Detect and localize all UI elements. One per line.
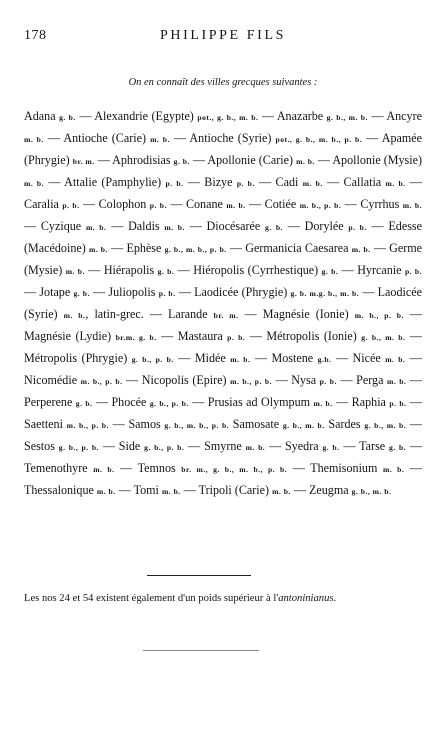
city-text: — Ancyre: [367, 109, 422, 123]
city-text: — Midée: [173, 351, 231, 365]
denomination-abbr: m. b., p. b.: [354, 311, 404, 320]
city-text: Germanicia Caesarea: [245, 241, 352, 255]
denomination-abbr: m. b.: [296, 157, 315, 166]
city-text: —: [406, 395, 422, 409]
city-text: — Hiérapolis: [84, 263, 158, 277]
denomination-abbr: g. b.: [321, 267, 339, 276]
city-text: — Apamée (Phrygie): [24, 131, 423, 167]
city-text: — Ephèse: [107, 241, 165, 255]
denomination-abbr: m. b., p. b.: [230, 377, 272, 386]
page-header: [24, 28, 422, 48]
city-text: — Zeugma: [290, 483, 352, 497]
denomination-abbr: p. b.: [165, 179, 184, 188]
city-text: — Mastaura: [156, 329, 228, 343]
city-text: — Germe (Mysie): [24, 241, 423, 277]
denomination-abbr: m. b.: [230, 355, 251, 364]
denomination-abbr: g. b.: [75, 399, 93, 408]
city-text: Smyrne: [204, 439, 246, 453]
denomination-abbr: g. b. m.: [290, 289, 319, 298]
denomination-abbr: m. b.: [161, 487, 181, 496]
denomination-abbr: m. b.: [24, 179, 45, 188]
denomination-abbr: br.: [115, 333, 126, 342]
denomination-abbr: g. b., p. b.: [144, 443, 185, 452]
denomination-abbr: g. b., m. b., p. b.: [164, 245, 227, 254]
city-text: Sardes: [324, 417, 365, 431]
city-text: — Tomi: [115, 483, 162, 497]
denomination-abbr: m. b.: [313, 399, 333, 408]
city-text: — Temenothyre: [24, 439, 423, 475]
denomination-abbr: m. b.: [96, 487, 116, 496]
denomination-abbr: g. b.: [173, 157, 190, 166]
denomination-abbr: m. b.: [385, 179, 406, 188]
city-text: — Diocésarée: [184, 219, 266, 233]
denomination-abbr: m. b.: [24, 135, 44, 144]
city-text: — Temnos: [114, 461, 182, 475]
denomination-abbr: p. b.: [404, 267, 423, 276]
denomination-abbr: g. b., p. b.: [58, 443, 99, 452]
denomination-abbr: br. m.: [72, 157, 95, 166]
city-text: — Cyrrhus: [341, 197, 403, 211]
denomination-abbr: m. g. b.: [125, 333, 157, 342]
city-text: — Samos: [108, 417, 165, 431]
city-text: , latin-grec. — Larande: [85, 307, 214, 321]
city-text: — Cotiée: [245, 197, 300, 211]
city-text: — Colophon: [79, 197, 150, 211]
denomination-abbr: g. b.: [389, 443, 407, 452]
denomination-abbr: g. b.: [265, 223, 284, 232]
denomination-abbr: pot., g. b., m. b.: [197, 113, 259, 122]
city-text: —: [184, 439, 205, 453]
denomination-abbr: m. b.: [65, 267, 85, 276]
denomination-abbr: m. b., p. b.: [299, 201, 342, 210]
city-text: —: [92, 395, 112, 409]
city-text: — Side: [98, 439, 145, 453]
city-text: — Caralia: [24, 175, 423, 211]
city-text: — Tarse: [339, 439, 390, 453]
city-text: — Daldis: [106, 219, 165, 233]
footnote-tail: .: [333, 593, 337, 604]
denomination-abbr: g. b., m. b.: [318, 289, 360, 298]
city-text: —: [166, 197, 186, 211]
intro-line: On en connaît des villes grecques suivantes :: [128, 77, 318, 88]
city-text: — Nicomédie: [24, 351, 423, 387]
city-text: — Attalie (Pamphylie): [44, 175, 166, 189]
denomination-abbr: g. b.: [73, 289, 90, 298]
city-text: — Mostene: [250, 351, 318, 365]
denomination-abbr: m. b.: [93, 465, 115, 474]
bottom-rule: [143, 650, 259, 651]
denomination-abbr: p. b.: [348, 223, 367, 232]
city-text: — Dorylée: [283, 219, 349, 233]
denomination-abbr: m. b.: [85, 223, 107, 232]
denomination-abbr: p. b.: [236, 179, 255, 188]
city-text: — Thessalonique: [24, 461, 422, 497]
denomination-abbr: g. b.: [322, 443, 340, 452]
denomination-abbr: m. b.: [272, 487, 291, 496]
city-text: — Cadi: [254, 175, 303, 189]
city-text: — Apollonie (Carie): [189, 153, 297, 167]
city-text: Jotape: [39, 285, 74, 299]
city-text: — Callatia: [322, 175, 386, 189]
running-head: PHILIPPE FILS: [160, 28, 286, 43]
separator-rule: [147, 575, 251, 576]
city-text: — Syedra: [265, 439, 323, 453]
denomination-abbr: p. b.: [319, 377, 337, 386]
city-text: Métropolis (Phrygie): [24, 351, 132, 365]
denomination-abbr: p. b.: [149, 201, 167, 210]
city-list-paragraph: [24, 106, 422, 502]
denomination-abbr: m. b.: [226, 201, 246, 210]
city-text: — Apollonie (Mysie): [314, 153, 423, 167]
city-text: — Nicée: [331, 351, 386, 365]
city-text: — Cyzique: [24, 219, 86, 233]
denomination-abbr: p. b.: [389, 399, 407, 408]
city-text: — Laodicée (Syrie): [24, 285, 422, 321]
denomination-abbr: m. b., p. b.: [66, 421, 109, 430]
denomination-abbr: g. b., m. b.: [351, 487, 392, 496]
denomination-abbr: m. b.: [150, 135, 170, 144]
denomination-abbr: m. b.: [164, 223, 185, 232]
denomination-abbr: g. b., p. b.: [131, 355, 174, 364]
footnote-text: Les nos 24 et 54 existent également d'un poids supérieur à l': [24, 593, 279, 604]
denomination-abbr: m. b.: [385, 355, 406, 364]
denomination-abbr: m. b.: [351, 245, 371, 254]
city-text: Saetteni: [24, 417, 67, 431]
denomination-abbr: g. b., m. b., p. b.: [164, 421, 230, 430]
city-text: —: [226, 241, 246, 255]
city-text: — Juliopolis: [89, 285, 159, 299]
denomination-abbr: g. b., m. b.: [364, 421, 407, 430]
city-text: — Hiéropolis (Cyrrhestique): [174, 263, 322, 277]
denomination-abbr: pot., g. b., m. b., p. b.: [275, 135, 363, 144]
city-text: — Bizye: [183, 175, 237, 189]
city-text: — Antioche (Syrie): [169, 131, 276, 145]
city-text: — Aphrodisias: [94, 153, 174, 167]
city-text: — Magnésie (Lydie): [24, 307, 423, 343]
city-text: — Tripoli (Carie): [180, 483, 273, 497]
city-text: Adana: [24, 109, 60, 123]
denomination-abbr: m. b.: [302, 179, 323, 188]
city-text: — Magnésie (Ionie): [238, 307, 355, 321]
denomination-abbr: p. b.: [62, 201, 80, 210]
denomination-abbr: p. b.: [227, 333, 246, 342]
denomination-abbr: br. m., g. b., m. b., p. b.: [181, 465, 288, 474]
city-text: — Perga: [336, 373, 388, 387]
footnote-italic-term: antoninianus: [278, 593, 334, 604]
city-text: Conane: [185, 197, 227, 211]
denomination-abbr: m. b.: [89, 245, 108, 254]
city-text: — Sestos: [24, 417, 422, 453]
denomination-abbr: m. b.: [382, 465, 405, 474]
city-text: — Raphia: [332, 395, 390, 409]
denomination-abbr: m. b.: [245, 443, 266, 452]
denomination-abbr: g. b., m. b.: [361, 333, 406, 342]
denomination-abbr: g. b., m. b.: [282, 421, 325, 430]
city-text: — Métropolis (Ionie): [245, 329, 362, 343]
city-text: — Anazarbe: [258, 109, 327, 123]
denomination-abbr: m. b.: [387, 377, 407, 386]
page-number: 178: [24, 28, 47, 43]
city-text: —: [405, 329, 422, 343]
city-text: — Laodicée (Phrygie): [175, 285, 291, 299]
city-text: — Nicopolis (Epire): [122, 373, 231, 387]
city-text: —: [24, 285, 40, 299]
denomination-abbr: g. b., p. b.: [149, 399, 189, 408]
denomination-abbr: m. b., p. b.: [80, 377, 123, 386]
city-text: — Prusias ad Olympum: [188, 395, 314, 409]
city-text: Phocée: [111, 395, 150, 409]
city-text: Samosate: [229, 417, 283, 431]
city-text: — Perperene: [24, 373, 422, 409]
city-text: — Antioche (Carie): [43, 131, 151, 145]
city-text: — Nysa: [272, 373, 320, 387]
denomination-abbr: br. m.: [213, 311, 239, 320]
city-text: — Alexandrie (Egypte): [75, 109, 198, 123]
denomination-abbr: m. b.: [402, 201, 423, 210]
denomination-abbr: g. b., m. b.: [326, 113, 368, 122]
footnote: [24, 591, 422, 606]
city-text: — Themisonium: [287, 461, 383, 475]
denomination-abbr: g. b.: [157, 267, 175, 276]
denomination-abbr: g. b.: [59, 113, 76, 122]
denomination-abbr: g.b.: [317, 355, 332, 364]
city-text: — Edesse (Macédoine): [24, 219, 422, 255]
city-text: — Hyrcanie: [338, 263, 405, 277]
denomination-abbr: p. b.: [158, 289, 176, 298]
denomination-abbr: m. b.: [63, 311, 86, 320]
